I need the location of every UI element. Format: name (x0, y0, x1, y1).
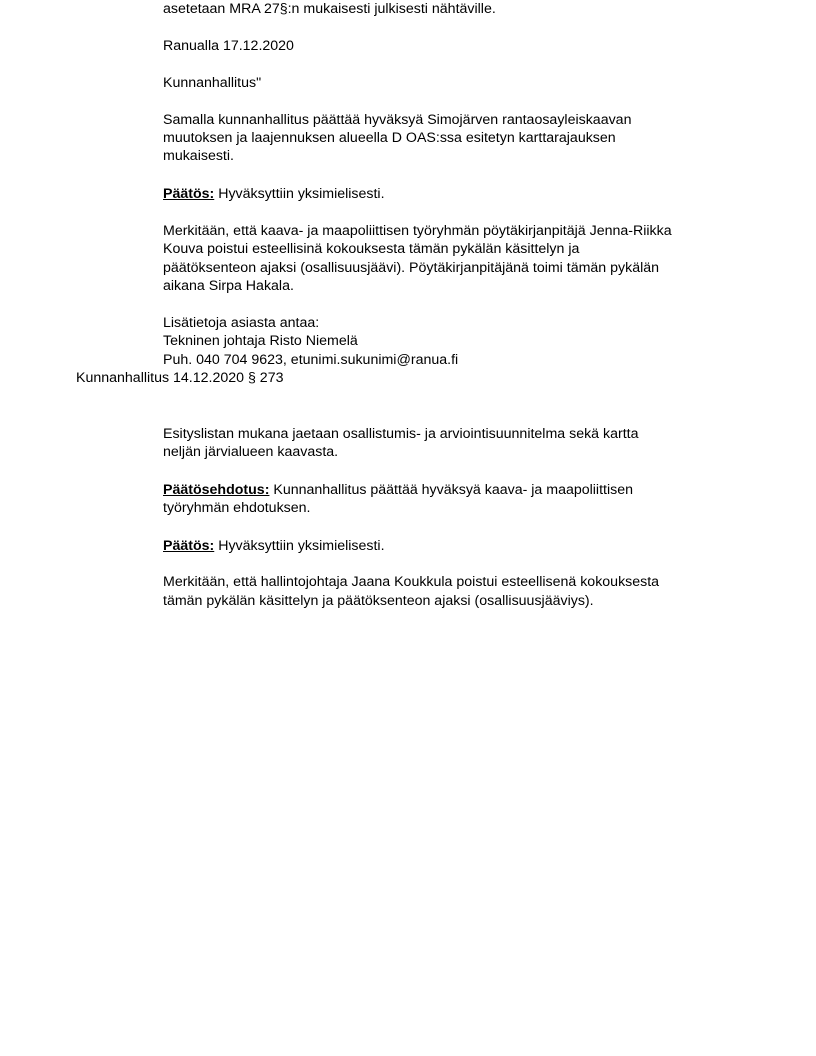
decision-line (163, 185, 385, 203)
proposal-line (163, 481, 633, 499)
proposal-line: työryhmän ehdotuksen. (163, 500, 311, 516)
paragraph-line: Samalla kunnanhallitus päättää hyväksyä Simojärven rantaosayleiskaavan (163, 112, 632, 128)
note-line: päätöksenteon ajaksi (osallisuusjäävi). Pöytäkirjanpitäjänä toimi tämän pykälän (163, 260, 660, 276)
paragraph-line: mukaisesti. (163, 148, 234, 164)
decision-label: Päätös: (163, 186, 215, 202)
decision-text: Hyväksyttiin yksimielisesti. (214, 186, 385, 202)
contact-intro: Lisätietoja asiasta antaa: (163, 315, 320, 331)
section-heading: Kunnanhallitus 14.12.2020 § 273 (76, 370, 284, 386)
text-line: asetetaan MRA 27§:n mukaisesti julkisesti nähtäville. (163, 1, 496, 17)
note-line: tämän pykälän käsittelyn ja päätöksenteon ajaksi (osallisuusjääviys). (163, 593, 594, 609)
proposal-text: Kunnanhallitus päättää hyväksyä kaava- ja maapoliittisen (269, 482, 633, 498)
proposal-label: Päätösehdotus: (163, 482, 270, 498)
note-line: aikana Sirpa Hakala. (163, 278, 294, 294)
contact-name: Tekninen johtaja Risto Niemelä (163, 333, 358, 349)
contact-phone-email: Puh. 040 704 9623, etunimi.sukunimi@ranua.fi (163, 352, 459, 368)
note-line: Merkitään, että hallintojohtaja Jaana Koukkula poistui esteellisenä kokouksesta (163, 574, 660, 590)
signer: Kunnanhallitus" (163, 75, 262, 91)
note-line: Kouva poistui esteellisinä kokouksesta tämän pykälän käsittelyn ja (163, 241, 580, 257)
paragraph-line: neljän järvialueen kaavasta. (163, 444, 339, 460)
paragraph-line: muutoksen ja laajennuksen alueella D OAS:ssa esitetyn karttarajauksen (163, 130, 616, 146)
decision-line (163, 537, 385, 555)
decision-label: Päätös: (163, 538, 215, 554)
decision-text: Hyväksyttiin yksimielisesti. (214, 538, 385, 554)
place-date: Ranualla 17.12.2020 (163, 38, 294, 54)
note-line: Merkitään, että kaava- ja maapoliittisen työryhmän pöytäkirjanpitäjä Jenna-Riikka (163, 223, 672, 239)
paragraph-line: Esityslistan mukana jaetaan osallistumis- ja arviointisuunnitelma sekä kartta (163, 426, 639, 442)
